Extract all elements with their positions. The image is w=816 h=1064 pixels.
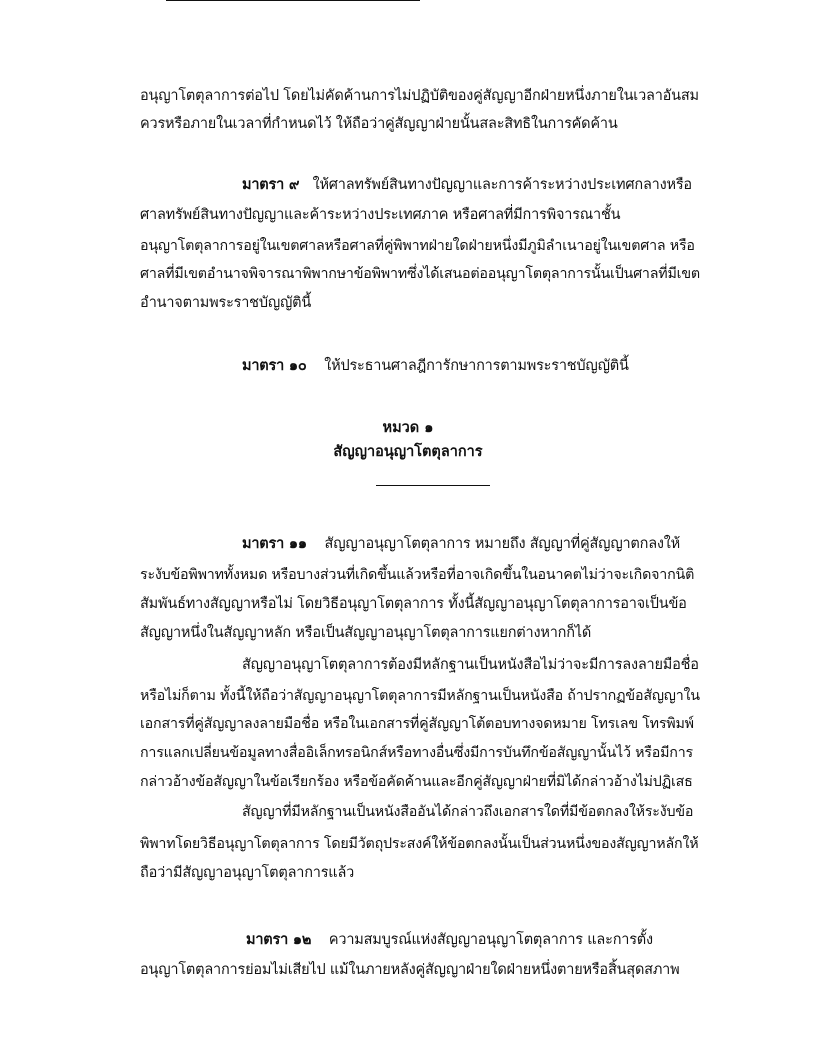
body-line: อนุญาโตตุลาการต่อไป โดยไม่คัดค้านการไม่ปฏิบัติของคู่สัญญาอีกฝ่ายหนึ่งภายในเวลาอันสม xyxy=(140,88,699,104)
section-10-line xyxy=(242,356,629,376)
body-line: พิพาทโดยวิธีอนุญาโตตุลาการ โดยมีวัตถุประสงค์ให้ข้อตกลงนั้นเป็นส่วนหนึ่งของสัญญาหลักให้ xyxy=(140,836,699,852)
body-line: ถือว่ามีสัญญาอนุญาโตตุลาการแล้ว xyxy=(140,865,355,881)
body-line: อนุญาโตตุลาการอยู่ในเขตศาลหรือศาลที่คู่พิพาทฝ่ายใดฝ่ายหนึ่งมีภูมิลำเนาอยู่ในเขตศาล หรือ xyxy=(140,238,695,254)
body-line: อำนาจตามพระราชบัญญัตินี้ xyxy=(140,295,312,311)
section-11-first-line xyxy=(242,534,680,554)
chapter-underline xyxy=(376,485,490,486)
body-line: ควรหรือภายในเวลาที่กำหนดไว้ ให้ถือว่าคู่สัญญาฝ่ายนั้นสละสิทธิในการคัดค้าน xyxy=(140,116,618,132)
section-10-text: ให้ประธานศาลฎีการักษาการตามพระราชบัญญัตินี้ xyxy=(324,358,629,374)
body-line: หรือไม่ก็ตาม ทั้งนี้ให้ถือว่าสัญญาอนุญาโตตุลาการมีหลักฐานเป็นหนังสือ ถ้าปรากฏข้อสัญญาใน xyxy=(140,688,700,704)
body-line: ศาลทรัพย์สินทางปัญญาและค้าระหว่างประเทศภาค หรือศาลที่มีการพิจารณาชั้น xyxy=(140,207,621,223)
body-line: ระงับข้อพิพาททั้งหมด หรือบางส่วนที่เกิดขึ้นแล้วหรือที่อาจเกิดขึ้นในอนาคตไม่ว่าจะเกิดจากนิติ xyxy=(140,567,695,583)
section-11-label: มาตรา ๑๑ xyxy=(242,535,307,552)
section-12-label: มาตรา ๑๒ xyxy=(246,931,312,948)
section-9-label: มาตรา ๙ xyxy=(242,176,300,193)
chapter-number: หมวด ๑ xyxy=(382,419,434,436)
section-11-paragraph-2-first: สัญญาอนุญาโตตุลาการต้องมีหลักฐานเป็นหนังสือไม่ว่าจะมีการลงลายมือชื่อ xyxy=(242,657,699,673)
body-line: ศาลที่มีเขตอำนาจพิจารณาพิพากษาข้อพิพาทซึ่งได้เสนอต่ออนุญาโตตุลาการนั้นเป็นศาลที่มีเขต xyxy=(140,266,700,282)
section-12-first-line xyxy=(246,930,653,950)
section-9-text: ให้ศาลทรัพย์สินทางปัญญาและการค้าระหว่างประเทศกลางหรือ xyxy=(312,177,692,193)
body-line: การแลกเปลี่ยนข้อมูลทางสื่ออิเล็กทรอนิกส์หรือทางอื่นซึ่งมีการบันทึกข้อสัญญานั้นไว้ หรือมีการ xyxy=(140,745,693,761)
body-line: เอกสารที่คู่สัญญาลงลายมือชื่อ หรือในเอกสารที่คู่สัญญาโต้ตอบทางจดหมาย โทรเลข โทรพิมพ์ xyxy=(140,716,694,732)
section-10-label: มาตรา ๑๐ xyxy=(242,357,307,374)
top-divider xyxy=(166,0,420,1)
body-line: สัญญาหนึ่งในสัญญาหลัก หรือเป็นสัญญาอนุญาโตตุลาการแยกต่างหากก็ได้ xyxy=(140,625,592,641)
body-line: อนุญาโตตุลาการย่อมไม่เสียไป แม้ในภายหลังคู่สัญญาฝ่ายใดฝ่ายหนึ่งตายหรือสิ้นสุดสภาพ xyxy=(140,962,680,978)
chapter-title: สัญญาอนุญาโตตุลาการ xyxy=(333,443,483,460)
body-line: กล่าวอ้างข้อสัญญาในข้อเรียกร้อง หรือข้อคัดค้านและอีกคู่สัญญาฝ่ายที่มิได้กล่าวอ้างไม่ปฏิเสธ xyxy=(140,774,693,790)
section-11-paragraph-3-first: สัญญาที่มีหลักฐานเป็นหนังสืออันได้กล่าวถึงเอกสารใดที่มีข้อตกลงให้ระงับข้อ xyxy=(242,804,694,820)
section-12-text: ความสมบูรณ์แห่งสัญญาอนุญาโตตุลาการ และการตั้ง xyxy=(328,932,653,948)
section-11-text: สัญญาอนุญาโตตุลาการ หมายถึง สัญญาที่คู่สัญญาตกลงให้ xyxy=(324,536,681,552)
section-9-first-line xyxy=(242,175,692,195)
body-line: สัมพันธ์ทางสัญญาหรือไม่ โดยวิธีอนุญาโตตุลาการ ทั้งนี้สัญญาอนุญาโตตุลาการอาจเป็นข้อ xyxy=(140,596,687,612)
